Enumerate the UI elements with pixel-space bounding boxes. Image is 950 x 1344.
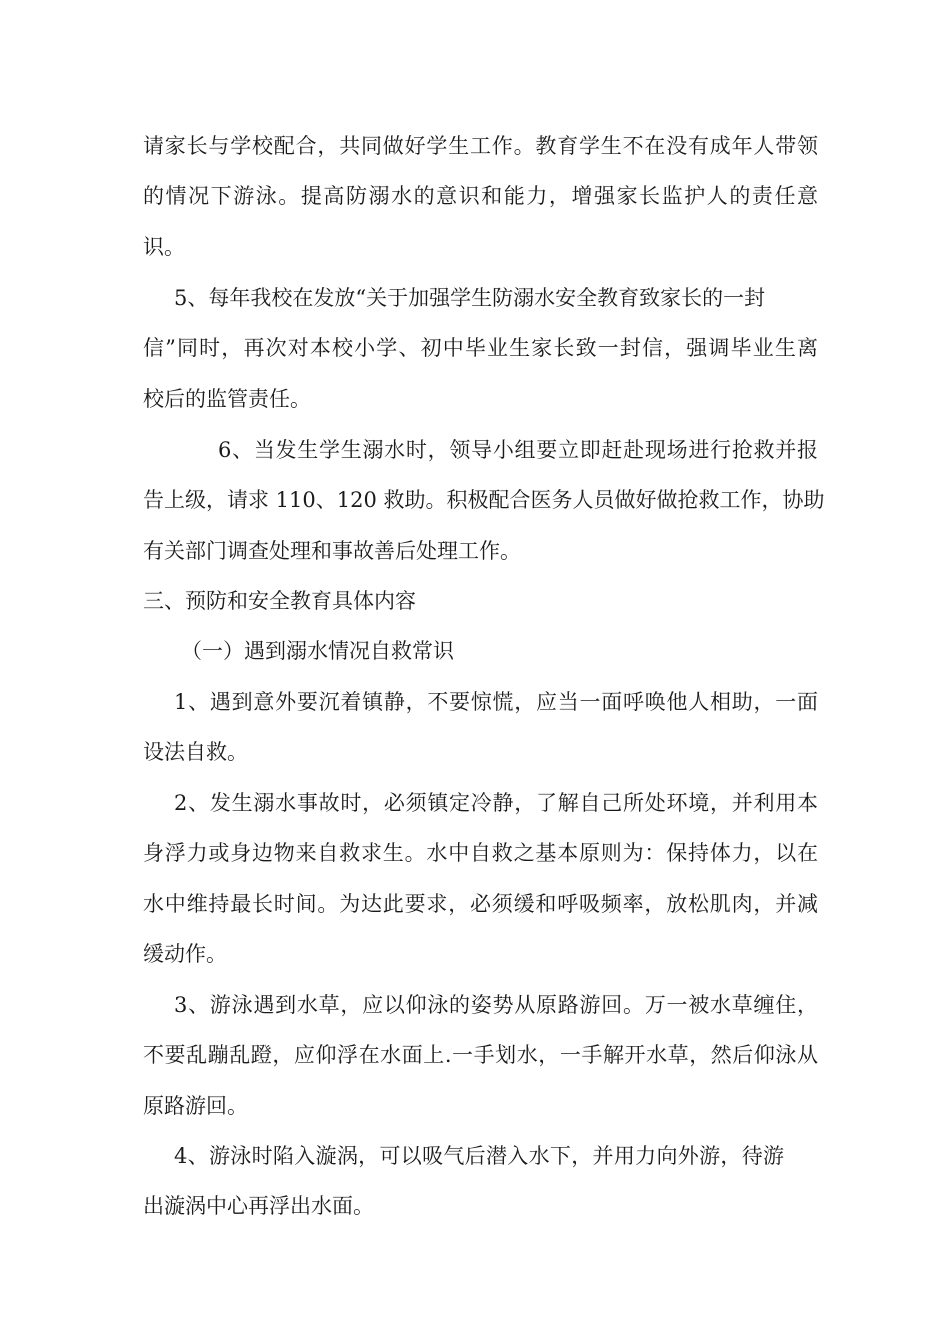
text-line: 6、当发生学生溺水时，领导小组要立即赶赴现场进行抢救并报 <box>218 438 818 462</box>
text-line: 告上级，请求 110、120 救助。积极配合医务人员做好做抢救工作，协助 <box>143 488 825 512</box>
text-line: 3、游泳遇到水草，应以仰泳的姿势从原路游回。万一被水草缠住， <box>174 993 818 1017</box>
text-line: 5、每年我校在发放“关于加强学生防溺水安全教育致家长的一封 <box>174 286 766 310</box>
text-line: 2、发生溺水事故时，必须镇定冷静，了解自己所处环境，并利用本 <box>174 791 818 815</box>
text-line: 1、遇到意外要沉着镇静，不要惊慌，应当一面呼唤他人相助，一面 <box>174 690 818 714</box>
section-heading: 三、预防和安全教育具体内容 <box>143 589 416 613</box>
text-line: 校后的监管责任。 <box>143 387 311 411</box>
text-line: 请家长与学校配合，共同做好学生工作。教育学生不在没有成年人带领 <box>143 134 818 158</box>
text-line: 出漩涡中心再浮出水面。 <box>143 1194 374 1218</box>
text-line: 水中维持最长时间。为达此要求，必须缓和呼吸频率，放松肌肉，并减 <box>143 892 818 916</box>
text-line: 设法自救。 <box>143 740 248 764</box>
text-line: 信”同时，再次对本校小学、初中毕业生家长致一封信，强调毕业生离 <box>143 336 818 360</box>
text-line: 身浮力或身边物来自救求生。水中自救之基本原则为：保持体力，以在 <box>143 841 818 865</box>
text-line: 的情况下游泳。提高防溺水的意识和能力，增强家长监护人的责任意 <box>143 184 818 208</box>
text-line: 4、游泳时陷入漩涡，可以吸气后潜入水下，并用力向外游，待游 <box>174 1144 784 1168</box>
text-line: 不要乱蹦乱蹬，应仰浮在水面上.一手划水，一手解开水草，然后仰泳从 <box>143 1043 818 1067</box>
text-line: 识。 <box>143 235 185 259</box>
subsection-heading: （一）遇到溺水情况自救常识 <box>181 639 454 663</box>
text-line: 原路游回。 <box>143 1094 248 1118</box>
text-line: 有关部门调查处理和事故善后处理工作。 <box>143 539 521 563</box>
text-line: 缓动作。 <box>143 942 227 966</box>
